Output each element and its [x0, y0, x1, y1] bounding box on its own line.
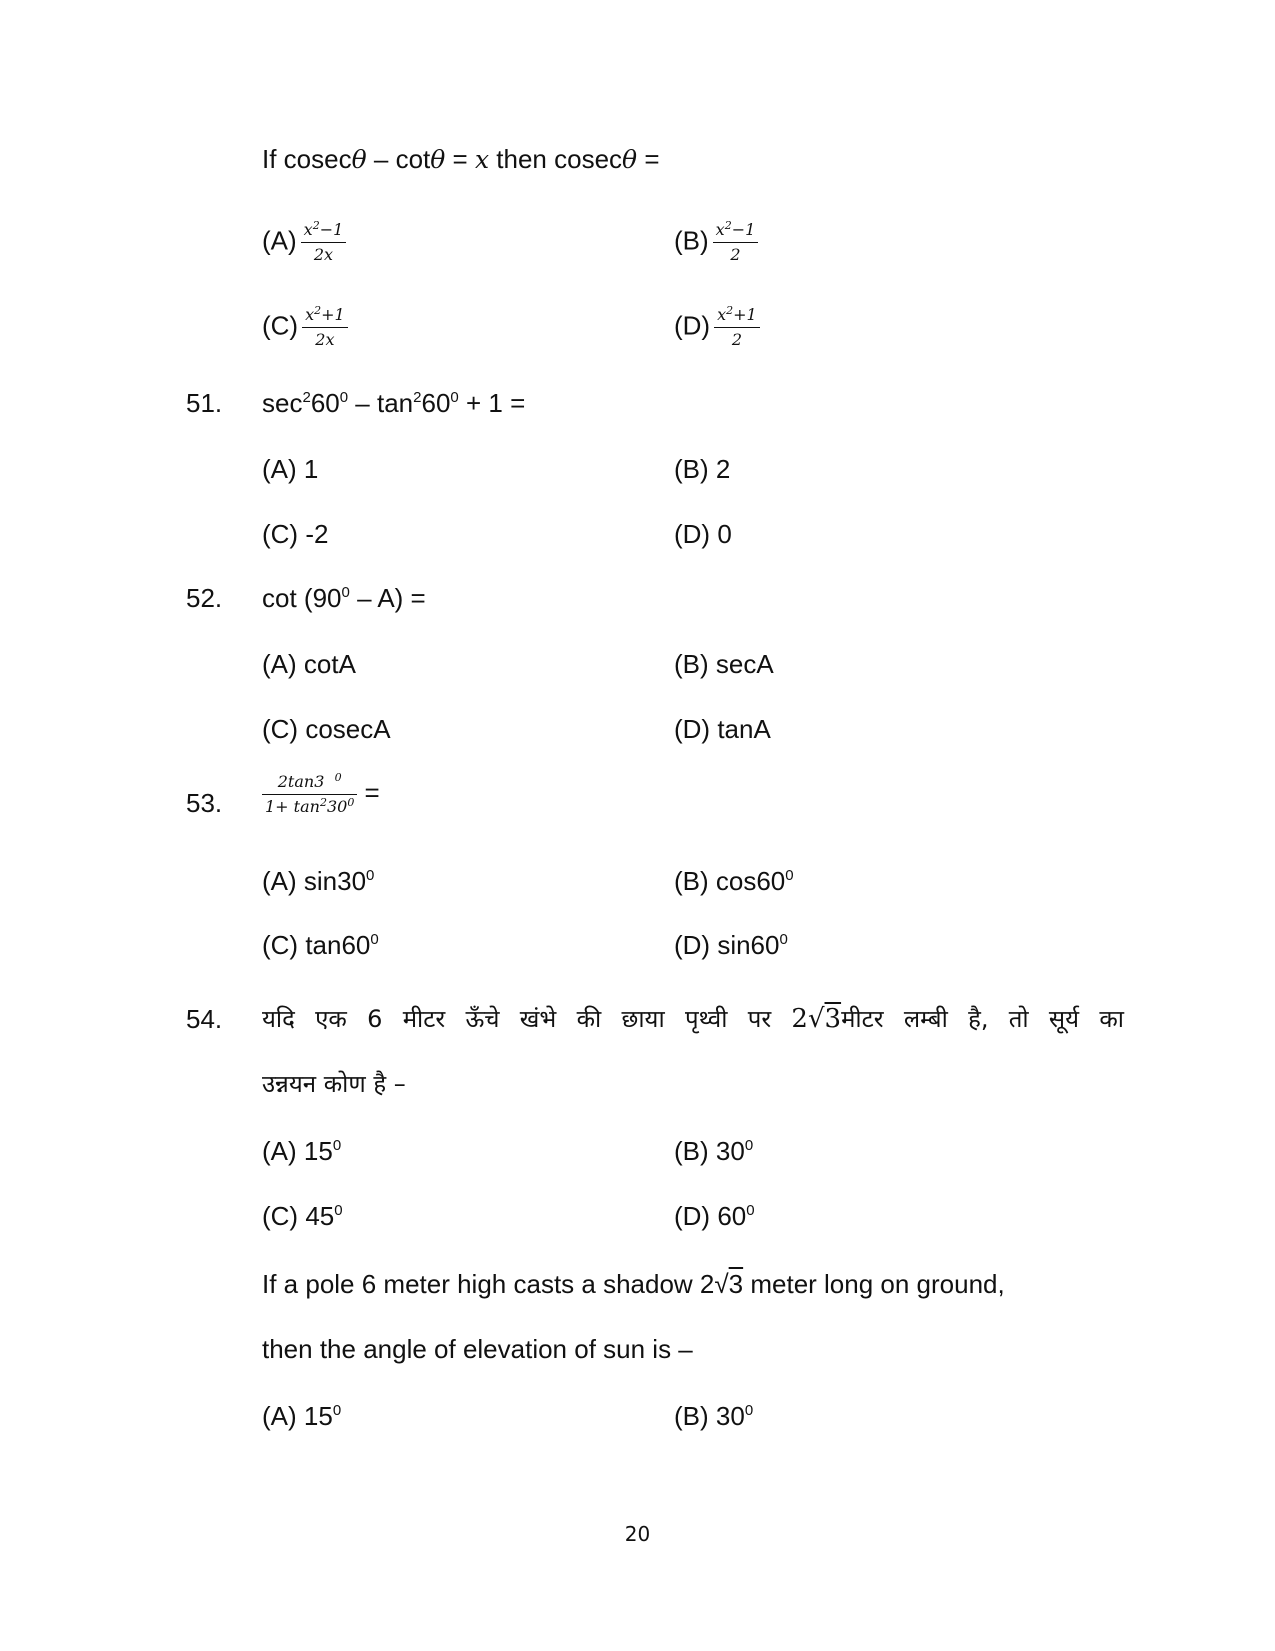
fraction: $\frac{x^2+1}{2}$	[714, 305, 760, 350]
q51-option-c: (C) -2	[262, 519, 329, 549]
q50-option-c: (C) $\frac{x^2+1}{2x}$	[262, 305, 348, 350]
fraction: $\frac{x^2+1}{2x}$	[302, 305, 348, 350]
q52-option-b: (B) secA	[674, 649, 774, 679]
q51-number: 51.	[186, 388, 223, 418]
q54-option-b-repeat: (B) $30^0$	[674, 1401, 754, 1431]
q50-option-b: (B) $\frac{x^2-1}{2}$	[674, 220, 758, 265]
q53-stem: $\frac{2\tan 3 ^0}{1+ \tan^230^0}$ =	[262, 772, 380, 817]
fraction: $\frac{x^2-1}{2x}$	[301, 220, 347, 265]
q52-option-d: (D) tanA	[674, 714, 771, 744]
q50-stem: If cosecθ – cotθ = x then cosecθ =	[262, 144, 660, 174]
q52-stem: $\cot (90^0 - A)$ =	[262, 583, 426, 613]
q53-option-d: (D) $\sin 60^0$	[674, 930, 788, 960]
q52-option-a: (A) cotA	[262, 649, 356, 679]
fraction: $\frac{2\tan 3 ^0}{1+ \tan^230^0}$	[262, 772, 357, 817]
page-number: 20	[624, 1522, 651, 1546]
q50-option-a: (A) $\frac{x^2-1}{2x}$	[262, 220, 346, 265]
q54-number: 54.	[186, 1004, 223, 1034]
q52-number: 52.	[186, 583, 223, 613]
q53-number: 53.	[186, 788, 223, 818]
q54-option-a-repeat: (A) $15^0$	[262, 1401, 342, 1431]
q51-option-a: (A) 1	[262, 454, 319, 484]
q54-option-a: (A) $15^0$	[262, 1136, 342, 1166]
q54-english-line-1: If a pole 6 meter high casts a shadow 2√3 meter long on ground,	[262, 1269, 1005, 1299]
q52-option-c: (C) cosecA	[262, 714, 391, 744]
q51-option-d: (D) 0	[674, 519, 732, 549]
q53-option-c: (C) $\tan 60^0$	[262, 930, 379, 960]
q54-option-c: (C) $45^0$	[262, 1201, 343, 1231]
q54-option-b: (B) $30^0$	[674, 1136, 754, 1166]
q54-english-line-2: then the angle of elevation of sun is –	[262, 1334, 693, 1364]
fraction: $\frac{x^2-1}{2}$	[713, 220, 759, 265]
q53-option-b: (B) $\cos 60^0$	[674, 866, 794, 896]
q50-option-d: (D) $\frac{x^2+1}{2}$	[674, 305, 760, 350]
q54-hindi-line-2: उन्नयन कोण है –	[262, 1070, 406, 1098]
q54-hindi-line-1: यदि एक 6 मीटर ऊँचे खंभे की छाया पृथ्वी पर 2√3मीटर लम्बी है, तो सूर्य का	[262, 1004, 1124, 1034]
q54-option-d: (D) $60^0$	[674, 1201, 755, 1231]
q53-option-a: (A) $\sin 30^0$	[262, 866, 375, 896]
q51-option-b: (B) 2	[674, 454, 731, 484]
q51-stem: $\sec^260^0 - \tan^260^0 + 1$ =	[262, 388, 526, 418]
